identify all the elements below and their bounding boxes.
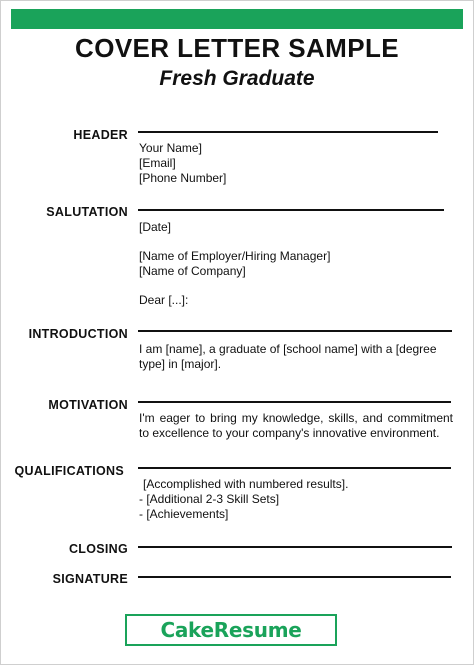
motivation-text: I'm eager to bring my knowledge, skills, and commitment to excellence to your company's innovative environment. [139, 411, 453, 440]
section-rule-signature [138, 576, 451, 578]
header-email-line: [Email] [139, 156, 176, 170]
section-label-signature: SIGNATURE [52, 572, 128, 586]
salutation-greeting: Dear [...]: [139, 293, 189, 307]
introduction-text: I am [name], a graduate of [school name] with a [degree type] in [major]. [139, 342, 437, 371]
section-rule-motivation [138, 401, 451, 403]
qualifications-line-3: - [Achievements] [139, 507, 229, 521]
section-label-salutation: SALUTATION [46, 205, 128, 219]
section-label-header: HEADER [73, 128, 128, 142]
qualifications-line-1: [Accomplished with numbered results]. [143, 477, 349, 491]
section-label-introduction: INTRODUCTION [28, 327, 128, 341]
header-phone-line: [Phone Number] [139, 171, 227, 185]
section-rule-closing [138, 546, 452, 548]
section-rule-introduction [138, 330, 452, 332]
qualifications-line-2: - [Additional 2-3 Skill Sets] [139, 492, 280, 506]
page-subtitle: Fresh Graduate [159, 67, 315, 90]
section-label-motivation: MOTIVATION [48, 398, 128, 412]
section-rule-qualifications [138, 467, 451, 469]
salutation-company: [Name of Company] [139, 264, 246, 278]
section-rule-salutation [138, 209, 444, 211]
section-rule-header [138, 131, 438, 133]
top-accent-bar [11, 9, 463, 29]
header-name-line: Your Name] [139, 141, 202, 155]
salutation-employer: [Name of Employer/Hiring Manager] [139, 249, 331, 263]
cakeresume-logo [125, 614, 337, 646]
salutation-date: [Date] [139, 220, 172, 234]
section-label-qualifications: QUALIFICATIONS [14, 464, 124, 478]
cakeresume-logo-text: CakeResume [160, 618, 302, 642]
page-title: COVER LETTER SAMPLE [75, 33, 399, 63]
section-label-closing: CLOSING [68, 542, 128, 556]
